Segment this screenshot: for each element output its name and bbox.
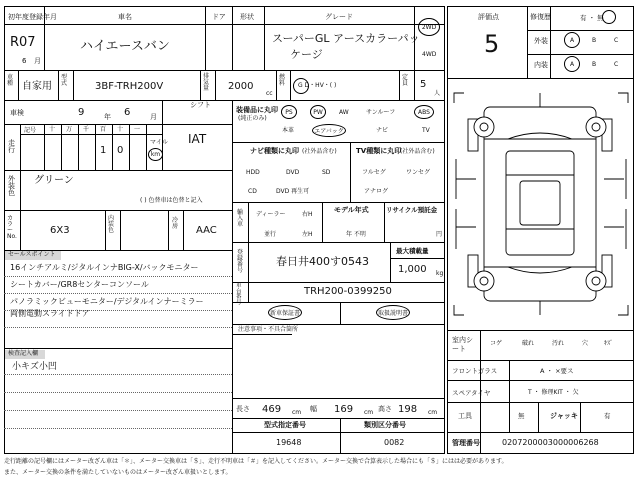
digit-label: 記号 xyxy=(24,127,37,134)
month-value: 6 xyxy=(22,57,27,65)
reg-number: 春日井400す0543 xyxy=(276,255,369,268)
type-no: 19648 xyxy=(276,438,302,447)
equip-aw: AW xyxy=(339,109,349,116)
equip-abs: ABS xyxy=(414,105,434,119)
shift: IAT xyxy=(188,132,207,146)
int-a-circle: A xyxy=(564,56,580,72)
navi-sd: SD xyxy=(322,169,331,176)
navi-dvd-play: DVD 再生可 xyxy=(276,188,310,195)
equip-navi: ナビ xyxy=(376,127,389,134)
ext-label: 外装 xyxy=(534,37,548,45)
spare-label: スペアタイヤ xyxy=(452,389,491,397)
score-value: 5 xyxy=(484,30,500,58)
ext-a-circle: A xyxy=(564,32,580,48)
drive-4wd: 4WD xyxy=(422,51,437,58)
height-label: 高さ xyxy=(378,405,392,413)
car-name-label: 車名 xyxy=(118,13,132,21)
color-value: グリーン xyxy=(34,175,74,186)
drive-2wd-circle: 2WD xyxy=(418,18,440,36)
score-label: 評価点 xyxy=(478,13,499,21)
chassis-label: 車台番号 xyxy=(236,283,242,306)
model-code: 3BF-TRH200V xyxy=(95,81,164,92)
capacity-label: 定員 xyxy=(402,74,409,87)
sales-line-3: パノラミックビューモニター/デジタルインナーミラー xyxy=(10,297,204,306)
reg-label: 登録番号 xyxy=(237,249,244,274)
width-label: 幅 xyxy=(310,405,317,413)
import-right: 右H xyxy=(302,211,313,218)
mgmt-number: 0207200003000006268 xyxy=(502,438,599,447)
import-dealer: ディーラー xyxy=(256,211,286,218)
width-unit: cm xyxy=(364,409,374,416)
mgmt-label: 管理番号 xyxy=(452,439,480,447)
color-no-label: カラーNo. xyxy=(7,215,17,240)
length: 469 xyxy=(262,404,282,415)
recycle-yen: 円 xyxy=(436,231,443,238)
color-no: 6X3 xyxy=(50,225,70,236)
tool-value: 無 xyxy=(518,412,525,420)
grade-line1: スーパーGL アースカラーパッ xyxy=(272,32,420,45)
class-no-label: 類別区分番号 xyxy=(364,421,406,429)
navi-cd: CD xyxy=(248,188,257,195)
repair-label: 修復歴 xyxy=(530,13,551,21)
insp-year-unit: 年 xyxy=(104,113,111,121)
equip-tv: TV xyxy=(422,127,430,134)
inspector-note: 小キズ小凹 xyxy=(12,362,57,372)
door-label: ドア xyxy=(212,13,226,21)
odometer-digit: 0 xyxy=(117,145,124,156)
odometer-header: 一 xyxy=(134,126,141,133)
interior-label: 内装色 xyxy=(108,215,115,234)
tv-fullseg: フルセグ xyxy=(362,169,386,176)
import-label: 輸入車 xyxy=(237,209,244,228)
height: 198 xyxy=(398,404,418,415)
seat-burn: コゲ xyxy=(490,340,503,347)
footer-line-2: また、メーター交換の条件を満たしていないものはメーター改ざん車扱いとします。 xyxy=(4,469,232,476)
equip-airbag: エアバック xyxy=(312,124,346,137)
length-unit: cm xyxy=(292,409,302,416)
insp-year: 9 xyxy=(78,107,85,118)
warranty-circle: 新車保証書 xyxy=(268,305,302,320)
tool-label: 工具 xyxy=(458,412,472,420)
cc-unit: cc xyxy=(266,90,273,97)
fuel-options: G D・HV・( ) xyxy=(298,82,337,89)
type-label: 車種 xyxy=(7,74,14,87)
jack-label: ジャッキ xyxy=(550,412,578,420)
color-note: ( ) 色替車は色替と記入 xyxy=(140,197,203,204)
navi-dvd: DVD xyxy=(286,169,300,176)
seat-tear: 破れ xyxy=(522,340,535,347)
footer-line-1: 走行距離の記号欄にはメーター改ざん車は「＊」、メーター交換車は「＄」、走行不明車は「＃」を記入してください。メーター交換で合算表示した場合にも「＄」にはは必要があります。 xyxy=(4,458,508,465)
equip-leather: 本革 xyxy=(282,127,295,134)
seat-scratch: ｷｽﾞ xyxy=(604,340,614,347)
car-diagram xyxy=(448,79,634,329)
height-unit: cm xyxy=(428,409,438,416)
displacement: 2000 xyxy=(228,81,254,92)
import-parallel: 並行 xyxy=(264,231,277,238)
odometer-header: 十 xyxy=(49,126,56,133)
ac-label: 冷房 xyxy=(172,217,179,230)
spare-opts: T ・ 修理KIT ・ 欠 xyxy=(528,389,579,396)
usage: 自家用 xyxy=(22,81,52,92)
sheet-frame xyxy=(4,6,445,454)
shape-label: 形状 xyxy=(240,13,254,21)
insp-month: 6 xyxy=(124,107,131,118)
seat-hole: 穴 xyxy=(582,340,589,347)
odometer-header: 十 xyxy=(117,126,124,133)
sales-title: セールスポイント xyxy=(8,251,56,258)
equip-title: 装備品に丸印 xyxy=(236,106,278,114)
recycle-label: リサイクル預託金 xyxy=(386,206,438,214)
glass-opts: A ・ ×要ス xyxy=(540,367,574,375)
type-no-label: 型式指定番号 xyxy=(264,421,306,429)
import-left: 左H xyxy=(302,231,313,238)
grade-label: グレード xyxy=(325,13,353,21)
navi-sub: (社外品含む) xyxy=(302,148,337,155)
model-year: 年 不明 xyxy=(346,231,366,238)
ac-value: AAC xyxy=(196,225,217,236)
equip-ps: PS xyxy=(281,105,297,119)
person-unit: 人 xyxy=(434,90,441,97)
odometer-header: 千 xyxy=(83,126,90,133)
disp-label: 排気量 xyxy=(203,73,210,92)
kg-unit: kg xyxy=(436,270,444,277)
int-label: 内装 xyxy=(534,61,548,69)
seat-label: 室内シート xyxy=(452,336,473,354)
odometer-header: 百 xyxy=(100,126,107,133)
insp-month-unit: 月 xyxy=(150,113,157,121)
fuel-label: 燃料 xyxy=(279,74,286,87)
model-year-label: モデル年式 xyxy=(334,206,369,214)
odometer-digit: 1 xyxy=(100,145,107,156)
int-b: B xyxy=(592,61,597,68)
ext-c: C xyxy=(614,37,619,44)
navi-title: ナビ種類に丸印 xyxy=(250,147,299,155)
max-load: 1,000 xyxy=(398,264,427,275)
mile-label: マイル xyxy=(150,139,168,146)
repair-none-circle xyxy=(602,10,616,24)
odometer-header: 万 xyxy=(66,126,73,133)
tv-sub: (社外品含む) xyxy=(400,148,435,155)
year-label: 初年度登録年月 xyxy=(8,13,57,21)
run-label: 走行 xyxy=(8,139,15,154)
int-c: C xyxy=(614,61,619,68)
grade-line2: ケージ xyxy=(290,48,323,61)
seat-dirt: 汚れ xyxy=(552,340,565,347)
inspector-title: 検査記入欄 xyxy=(8,350,39,357)
sales-line-4: 両側電動スライドドア xyxy=(10,309,90,318)
class-no: 0082 xyxy=(384,438,405,447)
tv-title: TV種類に丸印 xyxy=(356,147,402,155)
capacity: 5 xyxy=(420,79,427,90)
ext-b: B xyxy=(592,37,597,44)
equip-subtitle: (純正のみ) xyxy=(238,115,267,122)
km-circle: km xyxy=(148,148,163,161)
length-label: 長さ xyxy=(236,405,250,413)
glass-label: フロントガラス xyxy=(452,367,498,375)
chassis: TRH200-0399250 xyxy=(304,286,392,297)
color-label: 外装色 xyxy=(8,175,15,197)
tv-oneseg: ワンセグ xyxy=(406,169,431,176)
navi-hdd: HDD xyxy=(246,169,260,176)
equip-pw: PW xyxy=(310,105,326,119)
year-value: R07 xyxy=(10,35,36,50)
model-label: 型式 xyxy=(61,74,68,87)
sales-line-1: 16インチアルミ/ジタルインナBIG-X/バックモニター xyxy=(10,263,199,272)
max-load-label: 最大積載量 xyxy=(396,247,429,255)
inspection-label: 車検 xyxy=(10,109,24,117)
tv-analog: アナログ xyxy=(364,188,389,195)
notes-title: 注意事項・不具合箇所 xyxy=(238,326,299,333)
width: 169 xyxy=(334,404,354,415)
equip-sunroof: サンルーフ xyxy=(366,109,396,116)
car-name: ハイエースバン xyxy=(80,39,170,54)
repair-opts: 有 ・ 無 xyxy=(580,14,604,22)
jack-value: 有 xyxy=(604,412,611,420)
shift-label: シフト xyxy=(190,101,211,109)
sales-line-2: シートカバー/GR8センターコンソール xyxy=(10,280,149,289)
manual-circle: 取扱説明書 xyxy=(376,305,410,320)
month-unit: 月 xyxy=(34,57,41,65)
